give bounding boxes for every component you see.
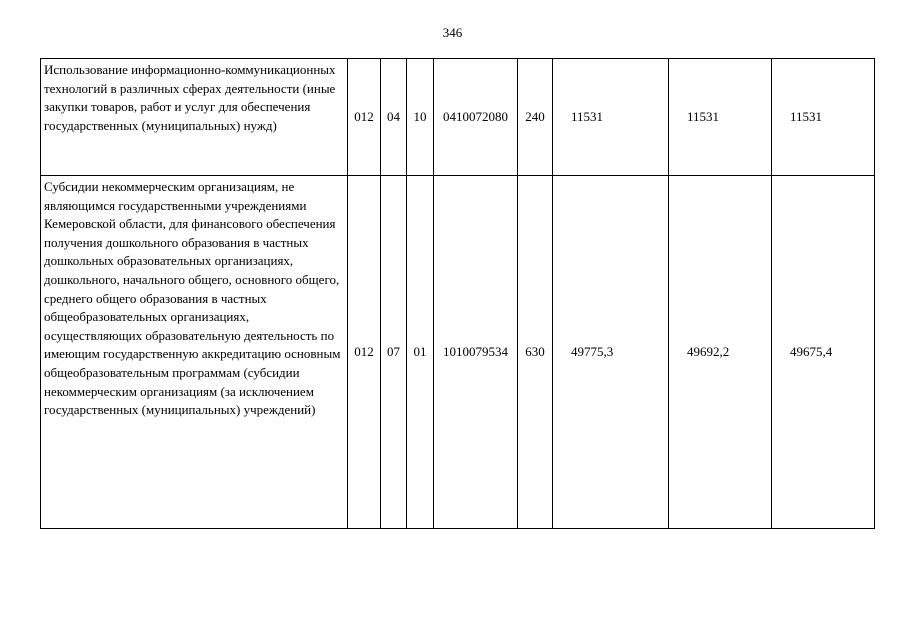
target-article-cell: 0410072080 (434, 59, 518, 176)
budget-table (40, 58, 875, 529)
table-row (41, 59, 875, 176)
target-article-cell: 1010079534 (434, 176, 518, 529)
subsection-code-cell: 10 (407, 59, 434, 176)
section-code-cell: 04 (381, 59, 407, 176)
ministry-code-cell: 012 (348, 59, 381, 176)
amount-year-2-cell: 11531 (669, 59, 772, 176)
expense-type-cell: 630 (518, 176, 553, 529)
ministry-code-cell: 012 (348, 176, 381, 529)
subsection-code-cell: 01 (407, 176, 434, 529)
table-row (41, 176, 875, 529)
amount-year-1-cell: 11531 (553, 59, 669, 176)
expense-name-cell: Использование информационно-коммуникационных технологий в различных сферах деятельности (иные закупки товаров, работ и услуг для обеспечения государственных (муниципальных) нужд) (41, 59, 348, 176)
amount-year-3-cell: 11531 (772, 59, 875, 176)
expense-type-cell: 240 (518, 59, 553, 176)
amount-year-1-cell: 49775,3 (553, 176, 669, 529)
amount-year-2-cell: 49692,2 (669, 176, 772, 529)
expense-name-cell: Субсидии некоммерческим организациям, не являющимся государственными учреждениями Кемеровской области, для финансового обеспечения получения дошкольного образования в частных дошкольных образовательных организациях, дошкольного, начального общего, основного общего, среднего общего образования в частных общеобразовательных организациях, осуществляющих образовательную деятельность по имеющим государственную аккредитацию основным общеобразовательным программам (субсидии некоммерческим организациям (за исключением государственных (муниципальных) учреждений) (41, 176, 348, 529)
amount-year-3-cell: 49675,4 (772, 176, 875, 529)
page-number: 346 (442, 25, 463, 40)
section-code-cell: 07 (381, 176, 407, 529)
